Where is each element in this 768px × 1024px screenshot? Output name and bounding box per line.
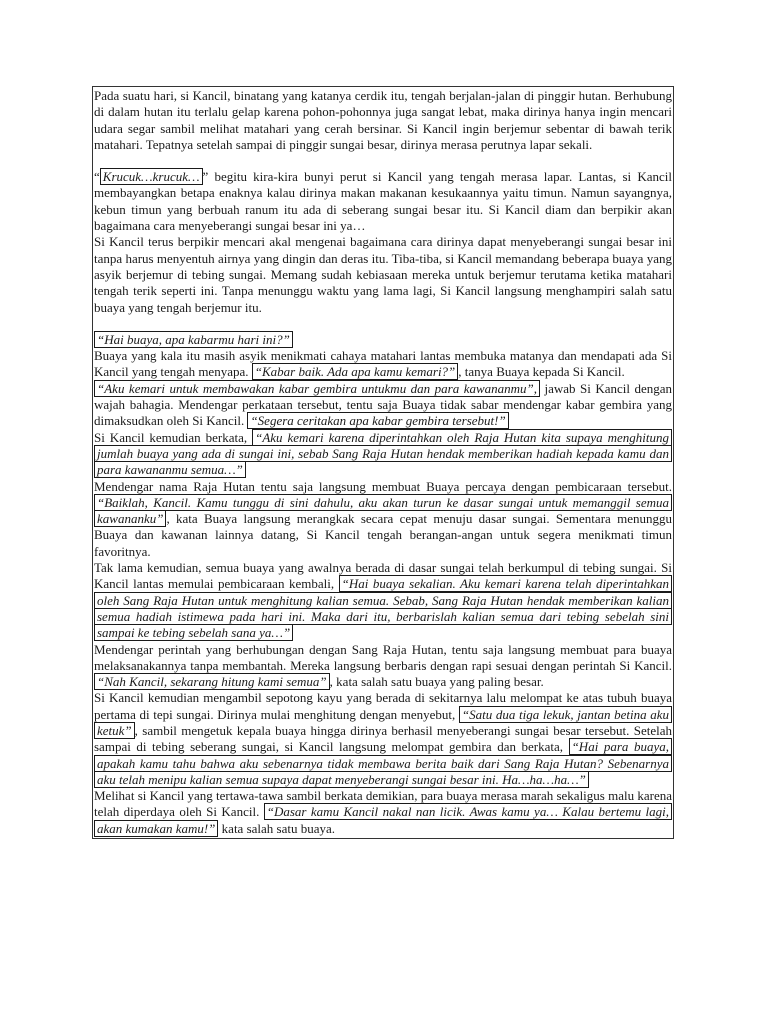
narrative-text: , kata salah satu buaya yang paling besar. [329,674,544,690]
dialogue-quote: “Hai buaya, apa kabarmu hari ini?” [94,331,293,348]
narrative-text: Si Kancil terus berpikir mencari akal mengenai bagaimana cara dirinya dapat menyeberangi sungai besar ini tanpa harus menyentuh airnya yang dingin dan deras itu. Tiba-tiba, si Kancil memandang beberapa buaya yang asyik berjemur di tebing sungai. Memang sudah kebiasaan mereka untuk berjemur terutama ketika matahari tengah terik seperti ini. Tanpa menunggu waktu yang lama lagi, Si Kancil langsung menghampiri salah satu buaya yang tengah berjemur itu. [94,234,672,315]
narrative-text: ” begitu kira-kira bunyi perut si Kancil yang tengah merasa lapar. Lantas, si Kancil membayangkan betapa enaknya kalau dirinya makan makanan kesukaannya yaitu timun. Namun sayangnya, kebun timun yang berbuah ranum itu ada di seberang sungai besar itu. Si Kancil diam dan berpikir akan bagaimana cara menyeberangi sungai besar ini ya… [94,169,672,234]
story-paragraph [94,479,672,560]
narrative-text: kata salah satu buaya. [218,820,336,836]
dialogue-quote: “Satu dua tiga lekuk, jantan betina aku ketuk” [94,706,672,739]
narrative-text: Pada suatu hari, si Kancil, binatang yang katanya cerdik itu, tengah berjalan-jalan di pinggir hutan. Berhubung di dalam hutan itu terlalu gelap karena pohon-pohonnya juga sangat lebat, maka dirinya hanya ingin mencari udara segar sambil melihat matahari yang cerah bersinar. Si Kancil ingin berjemur sebentar di bawah terik matahari. Tepatnya setelah sampai di pinggir sungai besar, dirinya merasa perutnya lapar sekali. [94,88,672,152]
dialogue-quote: “Kabar baik. Ada apa kamu kemari?” [252,363,459,380]
dialogue-quote: “Dasar kamu Kancil nakal nan licik. Awas kamu ya… Kalau bertemu lagi, akan kumakan kamu!” [94,803,672,836]
dialogue-quote: “Segera ceritakan apa kabar gembira tersebut!” [247,412,508,429]
narrative-text: Tak lama kemudian, semua buaya yang awalnya berada di dasar sungai telah berkumpul di tebing sungai. Si Kancil lantas memulai pembicaraan kembali, [94,560,672,592]
narrative-text: Melihat si Kancil yang tertawa-tawa sambil berkata demikian, para buaya merasa marah sekaligus malu karena telah diperdaya oleh Si Kancil. [94,788,672,820]
story-paragraph [94,381,672,430]
narrative-text: Buaya yang kala itu masih asyik menikmati cahaya matahari lantas membuka matanya dan mendapati ada Si Kancil yang tengah menyapa. [94,348,672,380]
dialogue-quote: “Aku kemari untuk membawakan kabar gembira untukmu dan para kawananmu”, [94,380,540,397]
story-paragraph [94,332,672,348]
narrative-text: Mendengar perintah yang berhubungan dengan Sang Raja Hutan, tentu saja langsung membuat para buaya melaksanakannya tanpa membantah. Mereka langsung berbaris dengan rapi sesuai dengan perintah Si Kancil. [94,641,672,673]
story-paragraph [94,234,672,315]
story-paragraph [94,88,672,153]
dialogue-quote: “Baiklah, Kancil. Kamu tunggu di sini dahulu, aku akan turun ke dasar sungai untuk memanggil semua kawananku” [94,494,672,527]
narrative-text: Mendengar nama Raja Hutan tentu saja langsung membuat Buaya percaya dengan pembicaraan tersebut. [94,478,672,494]
story-paragraph [94,690,672,788]
narrative-text: Si Kancil kemudian mengambil sepotong kayu yang berada di sekitarnya lalu melompat ke atas tubuh buaya pertama di tepi sungai. Dirinya mulai menghitung dengan menyebut, [94,690,672,722]
story-paragraph [94,430,672,479]
dialogue-quote: “Nah Kancil, sekarang hitung kami semua” [94,673,330,690]
story-paragraph [94,560,672,641]
narrative-text: , tanya Buaya kepada Si Kancil. [458,364,625,380]
story-paragraph [94,642,672,691]
story-paragraph [94,348,672,381]
narrative-text: Si Kancil kemudian berkata, [94,429,253,445]
dialogue-quote: Krucuk…krucuk… [100,168,203,185]
narrative-text: , sambil mengetuk kepala buaya hingga dirinya berhasil menyeberangi sungai besar tersebut. Setelah sampai di tebing seberang sungai, si Kancil langsung melompat gembira dan berkata, [94,722,672,755]
story-text-box [92,86,674,839]
story-paragraph [94,788,672,837]
dialogue-quote: “Hai para buaya, apakah kamu tahu bahwa aku sebenarnya tidak membawa berita baik dari Sang Raja Hutan? Sebenarnya aku telah menipu kalian semua supaya dapat menyeberangi sungai besar ini. Ha…ha…ha…” [94,738,672,788]
narrative-text: “ [94,169,100,185]
story-paragraph [94,169,672,234]
narrative-text: jawab Si Kancil dengan wajah bahagia. Mendengar perkataan tersebut, tentu saja Buaya tidak sabar mendengar kabar gembira yang dimaksudkan oleh Si Kancil. [94,380,672,429]
dialogue-quote: “Aku kemari karena diperintahkan oleh Raja Hutan kita supaya menghitung jumlah buaya yang ada di sungai ini, sebab Sang Raja Hutan hendak memberikan hadiah kepada kamu dan para kawananmu semua…” [94,429,672,479]
narrative-text: , kata Buaya langsung merangkak secara cepat menuju dasar sungai. Sementara menunggu Buaya dan kawanan lainnya datang, Si Kancil tengah berangan-angan untuk segera menikmati timun favoritnya. [94,511,672,559]
dialogue-quote: “Hai buaya sekalian. Aku kemari karena telah diperintahkan oleh Sang Raja Hutan untuk menghitung kalian semua. Sebab, Sang Raja Hutan hendak memberikan kalian semua hadiah istimewa pada hari ini. Maka dari itu, berbarislah kalian semua dari tebing sebelah sini sampai ke tebing sebelah sana ya…” [94,575,672,641]
